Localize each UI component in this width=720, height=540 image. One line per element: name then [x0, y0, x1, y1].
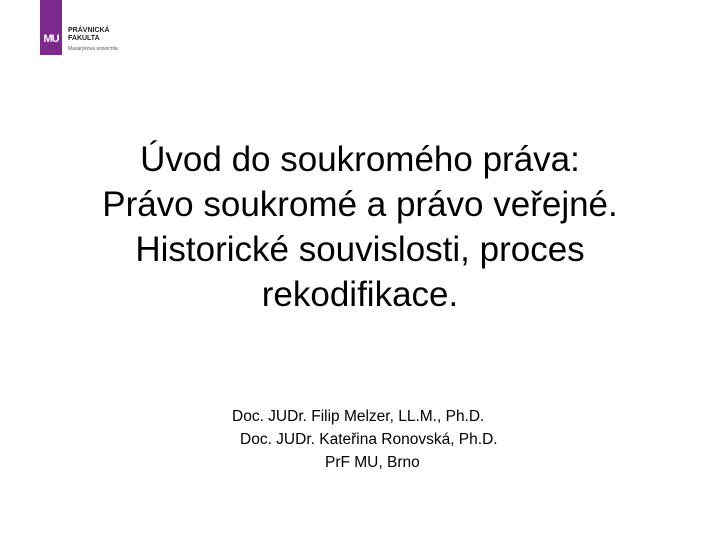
- logo-line-2: FAKULTA: [68, 35, 100, 42]
- affiliation: PrF MU, Brno: [325, 454, 420, 471]
- title-line-1: Úvod do soukromého práva:: [140, 140, 580, 179]
- logo-faculty-name: [68, 27, 110, 43]
- slide-title: [40, 137, 680, 317]
- author-1: Doc. JUDr. Filip Melzer, LL.M., Ph.D.: [232, 408, 485, 425]
- logo-mark-text: MU: [43, 33, 59, 45]
- title-line-4: rekodifikace.: [261, 275, 459, 314]
- title-line-2: Právo soukromé a právo veřejné.: [102, 185, 618, 224]
- title-line-3: Historické souvislosti, proces: [135, 230, 585, 269]
- logo-line-1: PRÁVNICKÁ: [68, 27, 110, 34]
- faculty-logo: [40, 0, 150, 60]
- logo-university-name: Masarykova univerzita: [68, 46, 118, 52]
- authors-block: [150, 405, 620, 474]
- university-logo-icon: [40, 0, 62, 55]
- author-2: Doc. JUDr. Kateřina Ronovská, Ph.D.: [240, 431, 498, 448]
